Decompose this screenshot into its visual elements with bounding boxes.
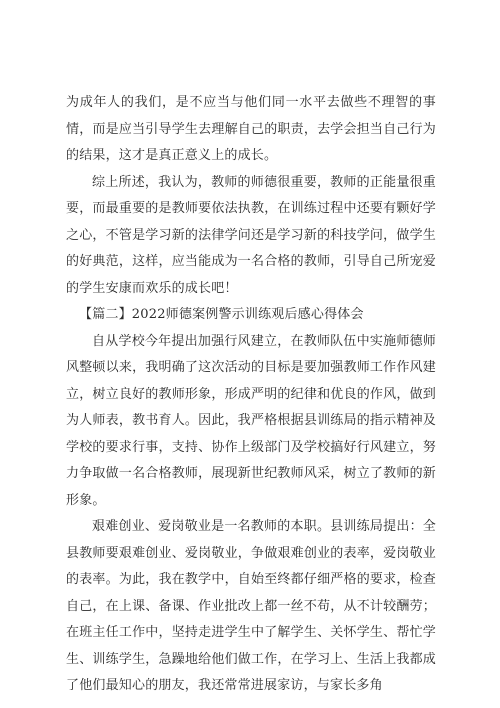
paragraph-4: 艰难创业、爱岗敬业是一名教师的本职。县训练局提出：全县教师要艰难创业、爱岗敬业，争做艰难创业的表率，爱岗敬业的表率。为此，我在教学中，自始至终都仔细严格的要求，检查自己，在上课、备课、作业批改上都一丝不苟，从不计较酬劳；在班主任工作中，坚持走进学生中了解学生、关怀学生、帮忙学生、训练学生，急躁地给他们做工作，在学习上、生活上我都成了他们最知心的朋友，我还常常进展家访，与家长多角 [66,519,436,693]
document-body [66,90,436,700]
paragraph-1: 为成年人的我们，是不应当与他们同一水平去做些不理智的事情，而是应当引导学生去理解自己的职责，去学会担当自己行为的结果，这才是真正意义上的成长。 [66,95,436,163]
paragraph-3: 自从学校今年提出加强行风建立，在教师队伍中实施师德师风整顿以来，我明确了这次活动的目标是要加强教师工作作风建立，树立良好的教师形象，形成严明的纪律和优良的作风，做到为人师表，教书育人。因此，我严格根据县训练局的指示精神及学校的要求行事，支持、协作上级部门及学校搞好行风建立，努力争取做一名合格教师，展现新世纪教师风采，树立了教师的新形象。 [66,333,436,508]
paragraph-2: 综上所述，我认为，教师的师德很重要，教师的正能量很重要，而最重要的是教师要依法执教，在训练过程中还要有颗好学之心，不管是学习新的法律学问还是学习新的科技学问，做学生的好典范，这样，应当能成为一名合格的教师，引导自己所宠爱的学生安康而欢乐的成长吧！ [66,174,436,296]
section-heading: 【篇二】2022师德案例警示训练观后感心得体会 [79,307,364,322]
